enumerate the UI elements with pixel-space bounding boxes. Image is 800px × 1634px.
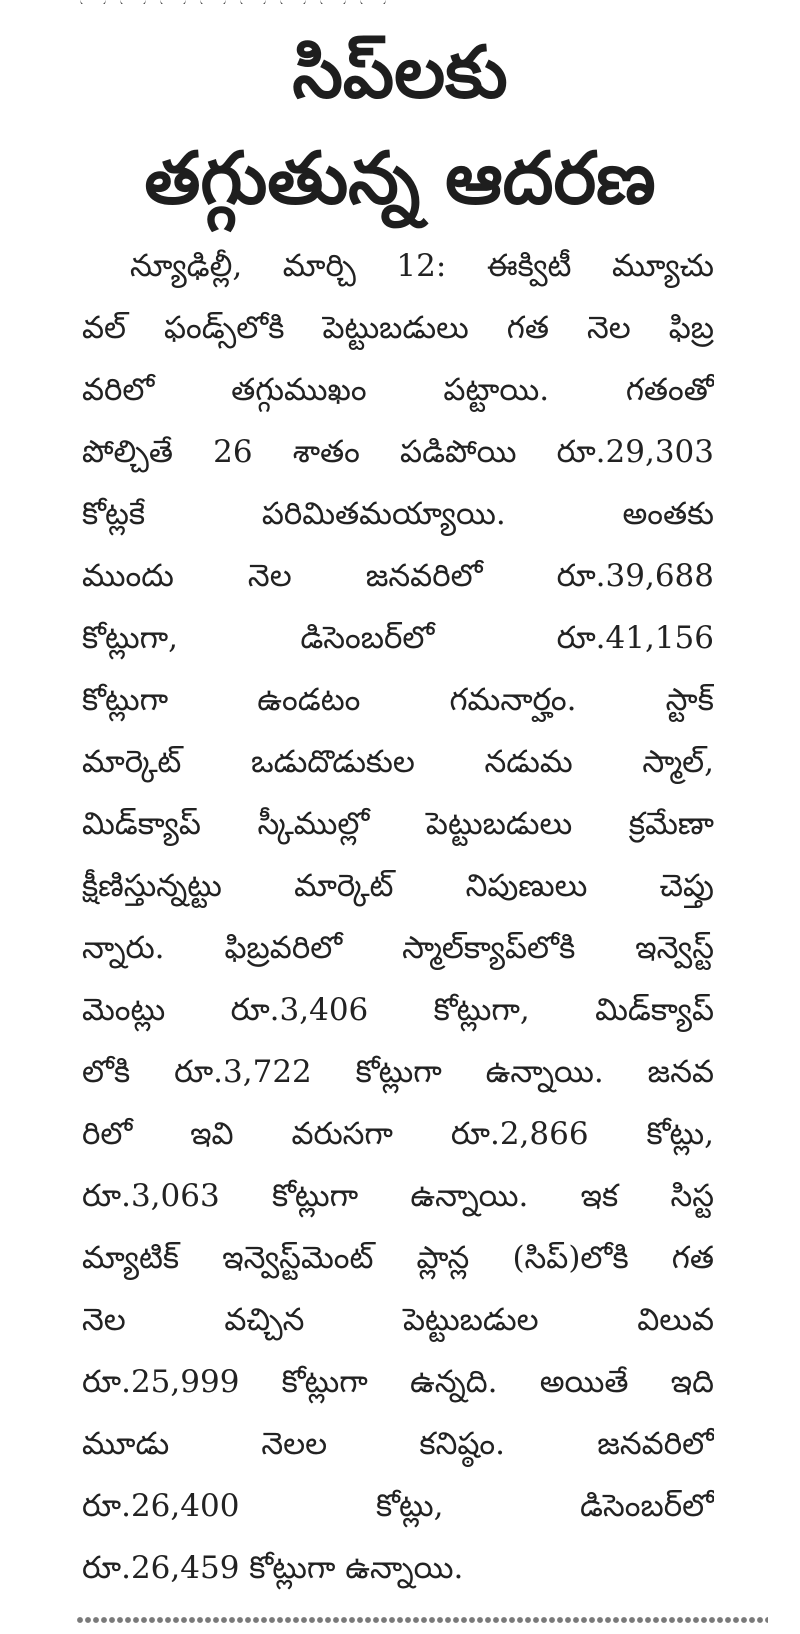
body-line: మార్కెట్ ఒడుదొడుకుల నడుమ స్మాల్, bbox=[82, 744, 714, 780]
body-line: మ్యాటిక్ ఇన్వెస్ట్‌మెంట్ ప్లాన్ల (సిప్)లోకి గత bbox=[82, 1240, 714, 1276]
body-line: కోట్లుగా, డిసెంబర్‌లో రూ.41,156 bbox=[82, 620, 714, 656]
body-line: లోకి రూ.3,722 కోట్లుగా ఉన్నాయి. జనవ bbox=[82, 1054, 714, 1090]
dotted-divider bbox=[76, 1616, 768, 1624]
article-body bbox=[82, 235, 714, 1599]
body-line: న్నారు. ఫిబ్రవరిలో స్మాల్‌క్యాప్‌లోకి ఇన్వెస్ట్ bbox=[82, 930, 714, 966]
body-line: పోల్చితే 26 శాతం పడిపోయి రూ.29,303 bbox=[82, 434, 714, 470]
body-line: కోట్లకే పరిమితమయ్యాయి. అంతకు bbox=[82, 496, 714, 532]
headline-line-1: సిప్‌లకు bbox=[292, 30, 508, 114]
body-line: కోట్లుగా ఉండటం గమనార్హం. స్టాక్ bbox=[82, 682, 714, 718]
body-line: రూ.26,459 కోట్లుగా ఉన్నాయి. bbox=[82, 1550, 464, 1586]
body-line: ముందు నెల జనవరిలో రూ.39,688 bbox=[82, 558, 714, 594]
body-line: మెంట్లు రూ.3,406 కోట్లుగా, మిడ్‌క్యాప్ bbox=[82, 992, 714, 1028]
body-line: న్యూఢిల్లీ, మార్చి 12: ఈక్విటీ మ్యూచు bbox=[130, 248, 714, 284]
body-line: వల్ ఫండ్స్‌లోకి పెట్టుబడులు గత నెల ఫిబ్ర bbox=[82, 310, 714, 346]
body-line: రూ.26,400 కోట్లు, డిసెంబర్‌లో bbox=[82, 1488, 714, 1524]
headline-line-2: తగ్గుతున్న ఆదరణ bbox=[144, 136, 656, 220]
body-line: రిలో ఇవి వరుసగా రూ.2,866 కోట్లు, bbox=[82, 1116, 714, 1152]
body-line: రూ.3,063 కోట్లుగా ఉన్నాయి. ఇక సిస్ట bbox=[82, 1178, 714, 1214]
body-line: వరిలో తగ్గుముఖం పట్టాయి. గతంతో bbox=[82, 372, 714, 408]
body-line: రూ.25,999 కోట్లుగా ఉన్నది. అయితే ఇది bbox=[82, 1364, 714, 1400]
body-line: మూడు నెలల కనిష్ఠం. జనవరిలో bbox=[82, 1426, 714, 1462]
cropped-previous-text bbox=[80, 0, 410, 4]
body-line: మిడ్‌క్యాప్ స్కీముల్లో పెట్టుబడులు క్రమేణా bbox=[82, 806, 714, 842]
body-line: క్షీణిస్తున్నట్టు మార్కెట్ నిపుణులు చెప్తు bbox=[82, 868, 714, 904]
body-line: నెల వచ్చిన పెట్టుబడుల విలువ bbox=[82, 1302, 714, 1338]
